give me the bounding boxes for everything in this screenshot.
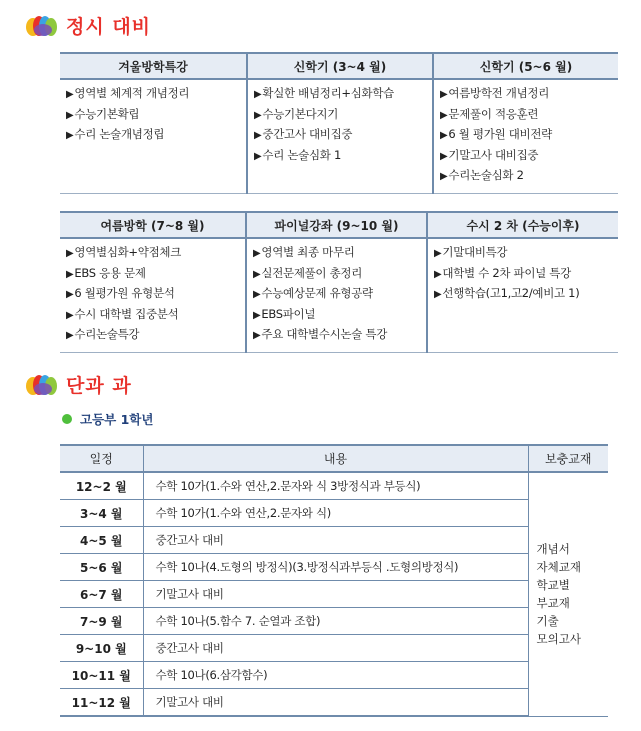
content-header: 내용: [143, 445, 528, 472]
schedule-table: [60, 444, 608, 717]
schedule-date: 12~2 월: [60, 472, 143, 500]
column-header: 파이널강좌 (9~10 월): [246, 212, 427, 238]
column-header: 겨울방학특강: [60, 53, 247, 79]
list-item: ▶ 중간고사 대비집중: [254, 125, 432, 146]
schedule-content: 수학 10나(4.도형의 방정식)(3.방정식과부등식 .도형의방정식): [143, 554, 528, 581]
schedule-content: 수학 10가(1.수와 연산,2.문자와 식): [143, 500, 528, 527]
green-dot-icon: [62, 414, 72, 424]
list-item: ▶ 수능기본확립: [66, 105, 246, 126]
column-header: 신학기 (5~6 월): [433, 53, 618, 79]
schedule-content: 수학 10가(1.수와 연산,2.문자와 식 3방정식과 부등식): [143, 472, 528, 500]
column-cell: [60, 79, 247, 193]
schedule-date: 4~5 월: [60, 527, 143, 554]
list-item: ▶ 선행학습(고1,고2/예비고 1): [434, 284, 618, 305]
schedule-content: 기말고사 대비: [143, 689, 528, 717]
schedule-date: 3~4 월: [60, 500, 143, 527]
section-heading-dangwa: [24, 371, 132, 398]
list-item: ▶ 대학별 수 2차 파이널 특강: [434, 264, 618, 285]
schedule-content: 수학 10나(6.삼각함수): [143, 662, 528, 689]
schedule-content: 수학 10나(5.함수 7. 순열과 조합): [143, 608, 528, 635]
section-title: 단과 과: [66, 375, 132, 397]
column-cell: [433, 79, 618, 193]
list-item: ▶ 수리 논술개념정립: [66, 125, 246, 146]
schedule-content: 중간고사 대비: [143, 635, 528, 662]
list-item: ▶ 수리 논술심화 1: [254, 146, 432, 167]
list-item: ▶ 영역별 체계적 개념정리: [66, 84, 246, 105]
list-item: ▶ EBS파이널: [253, 305, 426, 326]
schedule-date: 7~9 월: [60, 608, 143, 635]
list-item: ▶ 실전문제풀이 총정리: [253, 264, 426, 285]
column-cell: [246, 238, 427, 352]
leaf-logo-icon: [24, 15, 60, 37]
book-item: 모의고사: [536, 632, 581, 647]
table-row: [60, 527, 608, 554]
subsection-heading: [62, 410, 153, 428]
column-cell: [60, 238, 246, 352]
book-item: 학교별: [536, 578, 570, 593]
table-row: [60, 635, 608, 662]
book-item: 개념서: [536, 542, 570, 557]
list-item: ▶ 영역별심화+약점체크: [66, 243, 245, 264]
column-cell: [247, 79, 433, 193]
list-item: ▶ EBS 응용 문제: [66, 264, 245, 285]
list-item: ▶ 문제풀이 적응훈련: [440, 105, 618, 126]
section-title: 정시 대비: [66, 16, 152, 38]
column-header: 수시 2 차 (수능이후): [427, 212, 618, 238]
schedule-content: 기말고사 대비: [143, 581, 528, 608]
list-item: ▶ 수시 대학별 집중분석: [66, 305, 245, 326]
schedule-date: 6~7 월: [60, 581, 143, 608]
table-row: [60, 662, 608, 689]
schedule-date: 10~11 월: [60, 662, 143, 689]
section-heading-jeongsi: [24, 12, 151, 39]
list-item: ▶ 수리논술특강: [66, 325, 245, 346]
list-item: ▶ 기말대비특강: [434, 243, 618, 264]
list-item: ▶ 6 월평가원 유형분석: [66, 284, 245, 305]
subsection-title: 고등부 1학년: [80, 412, 154, 427]
table-row: [60, 608, 608, 635]
schedule-date: 9~10 월: [60, 635, 143, 662]
list-item: ▶ 기말고사 대비집중: [440, 146, 618, 167]
list-item: ▶ 주요 대학별수시논술 특강: [253, 325, 426, 346]
column-header: 신학기 (3~4 월): [247, 53, 433, 79]
table-row: [60, 554, 608, 581]
books-header: 보충교재: [528, 445, 608, 472]
column-cell: [427, 238, 618, 352]
list-item: ▶ 수능기본다지기: [254, 105, 432, 126]
list-item: ▶ 수리논술심화 2: [440, 166, 618, 187]
column-header: 여름방학 (7~8 월): [60, 212, 246, 238]
book-item: 부교재: [536, 596, 570, 611]
list-item: ▶ 확실한 배념정리+심화학습: [254, 84, 432, 105]
list-item: ▶ 수능예상문제 유형공략: [253, 284, 426, 305]
list-item: ▶ 여름방학전 개념정리: [440, 84, 618, 105]
table-row: [60, 581, 608, 608]
books-cell: [528, 472, 608, 716]
leaf-logo-icon: [24, 374, 60, 396]
book-item: 자체교재: [536, 560, 581, 575]
table-row: [60, 500, 608, 527]
schedule-content: 중간고사 대비: [143, 527, 528, 554]
schedule-date: 5~6 월: [60, 554, 143, 581]
table-row: [60, 472, 608, 500]
curriculum-table-1: [60, 52, 618, 194]
book-item: 기출: [536, 614, 559, 629]
list-item: ▶ 영역별 최종 마무리: [253, 243, 426, 264]
table-row: [60, 689, 608, 717]
curriculum-table-2: [60, 211, 618, 353]
schedule-date: 11~12 월: [60, 689, 143, 717]
list-item: ▶ 6 월 평가원 대비전략: [440, 125, 618, 146]
date-header: 일정: [60, 445, 143, 472]
